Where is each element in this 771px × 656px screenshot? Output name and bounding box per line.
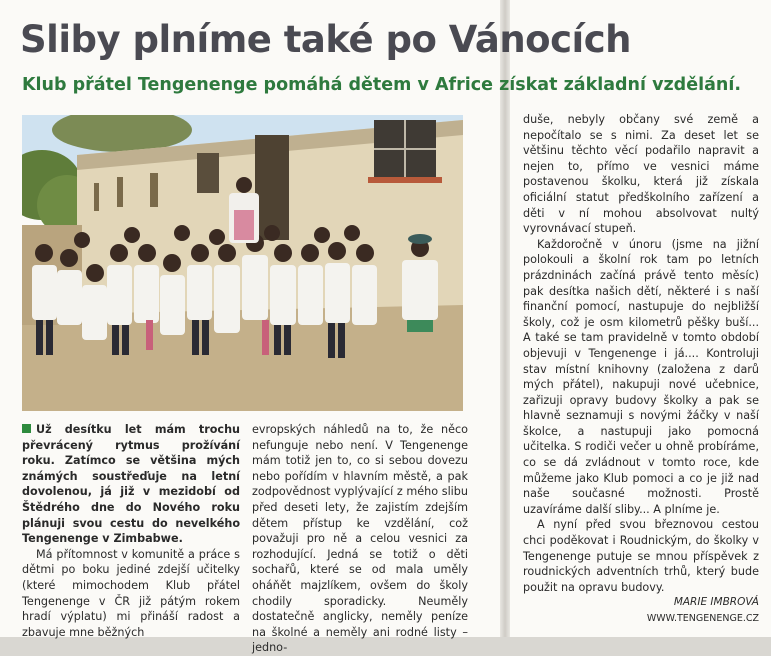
paragraph: Každoročně v únoru (jsme na jižní polokouli a školní rok tam po letních prázdninách začíná právě tento měsíc) pak desítka našich dětí, některé i s naší finanční pomocí, nastupuje do nejbližší školy, což je osm kilometrů pěšky buší... A také se tam pravidelně v tomto období objevuji v Tengenenge i já.... Kontroluji stav místní knihovny (založena z darů mých přátel), nakupuji nové učebnice, zařizuji opravy budovy školky a pak se hlavně seznamuji s novými žáčky v naší školce, a nastupuji jako pomocná učitelka. S rodiči večer u ohně probíráme, co se dá zvládnout v tomto roce, kde můžeme jako Klub pomoci a co je již nad naše současné možnosti. Prostě uzavíráme další sliby... A plníme je. bbox=[523, 237, 759, 516]
lead-paragraph bbox=[22, 422, 240, 547]
page-gutter bbox=[500, 0, 510, 637]
article-subheadline: Klub přátel Tengenenge pomáhá dětem v Africe získat základní vzdělání. bbox=[22, 75, 741, 95]
paragraph: A nyní před svou březnovou cestou chci poděkovat i Roudnickým, do školky v Tengenenge putuje se mnou příspěvek z roudnických adventních trhů, který bude použit na opravu budovy. bbox=[523, 518, 759, 594]
article-column-2 bbox=[252, 422, 468, 656]
article-column-1 bbox=[22, 422, 240, 640]
paragraph: evropských náhledů na to, že něco nefunguje nebo není. V Tengenenge mám totiž jen to, co si sebou dovezu nebo pořídím v hlavním městě, a pak zodpovědnost vyplývající z mého slibu před deseti lety, že zajistím zdejším dětem přístup ke vzdělání, což považuji pro ně a celou vesnici za rozhodující. Jedná se totiž o děti sochařů, které se od mala uměly oháňět majzlíkem, ovšem do školy chodily sporadicky. Neuměly dostatečně anglicky, neměly peníze na školné a neměly ani rodné listy – jedno- bbox=[252, 423, 468, 655]
author-signature: MARIE IMBROVÁ bbox=[673, 596, 759, 609]
lead-text: Už desítku let mám trochu převrácený rytmus prožívání roku. Zatímco se většina mých známých soustřeďuje na letní dovolenou, já již v mezidobí od Štědrého dne do Nového roku plánuji svou cestu do nevelkého Tengenenge v Zimbabwe. bbox=[22, 423, 240, 546]
paragraph: duše, nebyly občany své země a nepočítalo se s nimi. Za deset let se většinu těchto věcí podařilo napravit a nejen to, přímo ve vesnici máme postavenou školku, která již získala oficiální statut předškolního zařízení a děti v ní mohou absolvovat nultý vyrovnávací stupeň. bbox=[523, 113, 759, 236]
article-column-3 bbox=[523, 112, 759, 627]
green-square-icon bbox=[22, 424, 31, 433]
paragraph: Má přítomnost v komunitě a práce s dětmi po boku jediné zdejší učitelky (které mimochodem Klub přátel Tengenenge v ČR již pátým rokem hradí výplatu) mi přináší radost a zbavuje mne běžných bbox=[22, 547, 240, 639]
website-link[interactable]: WWW.TENGENENGE.CZ bbox=[646, 613, 759, 624]
children-school-photo bbox=[22, 115, 463, 411]
article-headline: Sliby plníme také po Vánocích bbox=[20, 18, 631, 61]
